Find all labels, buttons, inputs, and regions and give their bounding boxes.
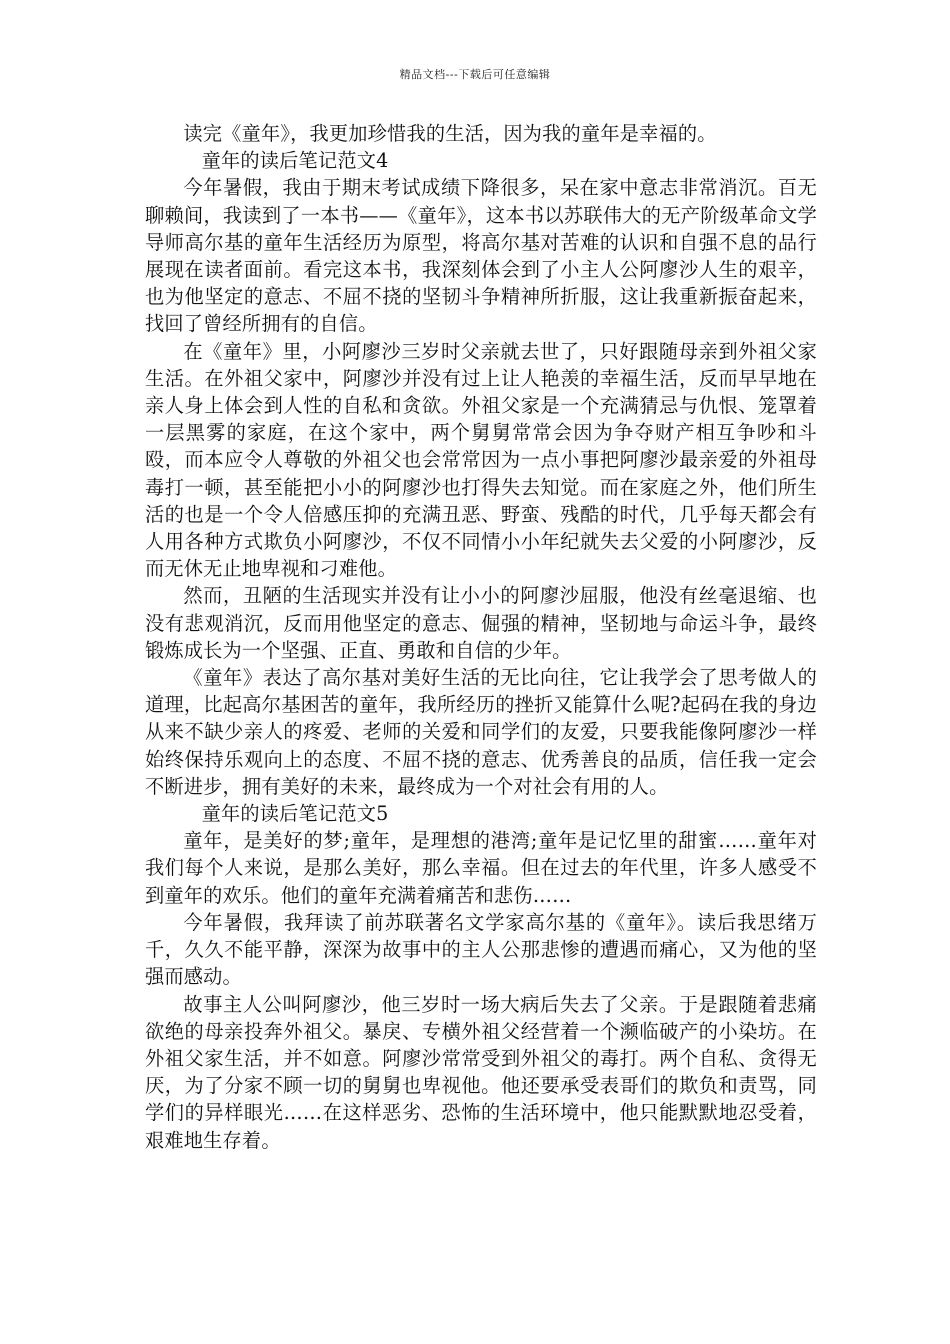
section-heading-4: 童年的读后笔记范文4	[201, 149, 389, 173]
document-body	[145, 120, 817, 1154]
paragraph: 然而，丑陋的生活现实并没有让小小的阿廖沙屈服，他没有丝毫退缩、也没有悲观消沉，反而用他坚定的意志、倔强的精神，坚韧地与命运斗争，最终锻炼成长为一个坚强、正直、勇敢和自信的少年。	[145, 584, 817, 662]
paragraph: 故事主人公叫阿廖沙，他三岁时一场大病后失去了父亲。于是跟随着悲痛欲绝的母亲投奔外祖父。暴戾、专横外祖父经营着一个濒临破产的小染坊。在外祖父家生活，并不如意。阿廖沙常常受到外祖父的毒打。两个自私、贪得无厌，为了分家不顾一切的舅舅也卑视他。他还要承受表哥们的欺负和责骂，同学们的异样眼光……在这样恶劣、恐怖的生活环境中，他只能默默地忍受着，艰难地生存着。	[145, 992, 817, 1152]
paragraph: 童年，是美好的梦;童年，是理想的港湾;童年是记忆里的甜蜜……童年对我们每个人来说，是那么美好，那么幸福。但在过去的年代里，许多人感受不到童年的欢乐。他们的童年充满着痛苦和悲伤……	[145, 829, 817, 907]
section-heading-5: 童年的读后笔记范文5	[201, 802, 389, 826]
paragraph: 今年暑假，我由于期末考试成绩下降很多，呆在家中意志非常消沉。百无聊赖间，我读到了一本书——《童年》，这本书以苏联伟大的无产阶级革命文学导师高尔基的童年生活经历为原型，将高尔基对苦难的认识和自强不息的品行展现在读者面前。看完这本书，我深刻体会到了小主人公阿廖沙人生的艰辛，也为他坚定的意志、不屈不挠的坚韧斗争精神所折服，这让我重新振奋起来，找回了曾经所拥有的自信。	[145, 176, 817, 336]
page-header: 精品文档---下载后可任意编辑	[399, 68, 551, 81]
paragraph: 在《童年》里，小阿廖沙三岁时父亲就去世了，只好跟随母亲到外祖父家生活。在外祖父家中，阿廖沙并没有过上让人艳羡的幸福生活，反而早早地在亲人身上体会到人性的自私和贪欲。外祖父家是一个充满猜忌与仇恨、笼罩着一层黑雾的家庭，在这个家中，两个舅舅常常会因为争夺财产相互争吵和斗殴，而本应令人尊敬的外祖父也会常常因为一点小事把阿廖沙最亲爱的外祖母毒打一顿，甚至能把小小的阿廖沙也打得失去知觉。而在家庭之外，他们所生活的也是一个令人倍感压抑的充满丑恶、野蛮、残酷的时代，几乎每天都会有人用各种方式欺负小阿廖沙，不仅不同情小小年纪就失去父爱的小阿廖沙，反而无休无止地卑视和刁难他。	[145, 339, 817, 581]
paragraph-closing-line: 读完《童年》，我更加珍惜我的生活，因为我的童年是幸福的。	[183, 122, 717, 145]
paragraph: 今年暑假，我拜读了前苏联著名文学家高尔基的《童年》。读后我思绪万千，久久不能平静，深深为故事中的主人公那悲惨的遭遇而痛心，又为他的坚强而感动。	[145, 910, 817, 989]
paragraph: 《童年》表达了高尔基对美好生活的无比向往，它让我学会了思考做人的道理，比起高尔基困苦的童年，我所经历的挫折又能算什么呢?起码在我的身边从来不缺少亲人的疼爱、老师的关爱和同学们的友爱，只要我能像阿廖沙一样始终保持乐观向上的态度、不屈不挠的意志、优秀善良的品质，信任我一定会不断进步，拥有美好的未来，最终成为一个对社会有用的人。	[145, 666, 817, 798]
